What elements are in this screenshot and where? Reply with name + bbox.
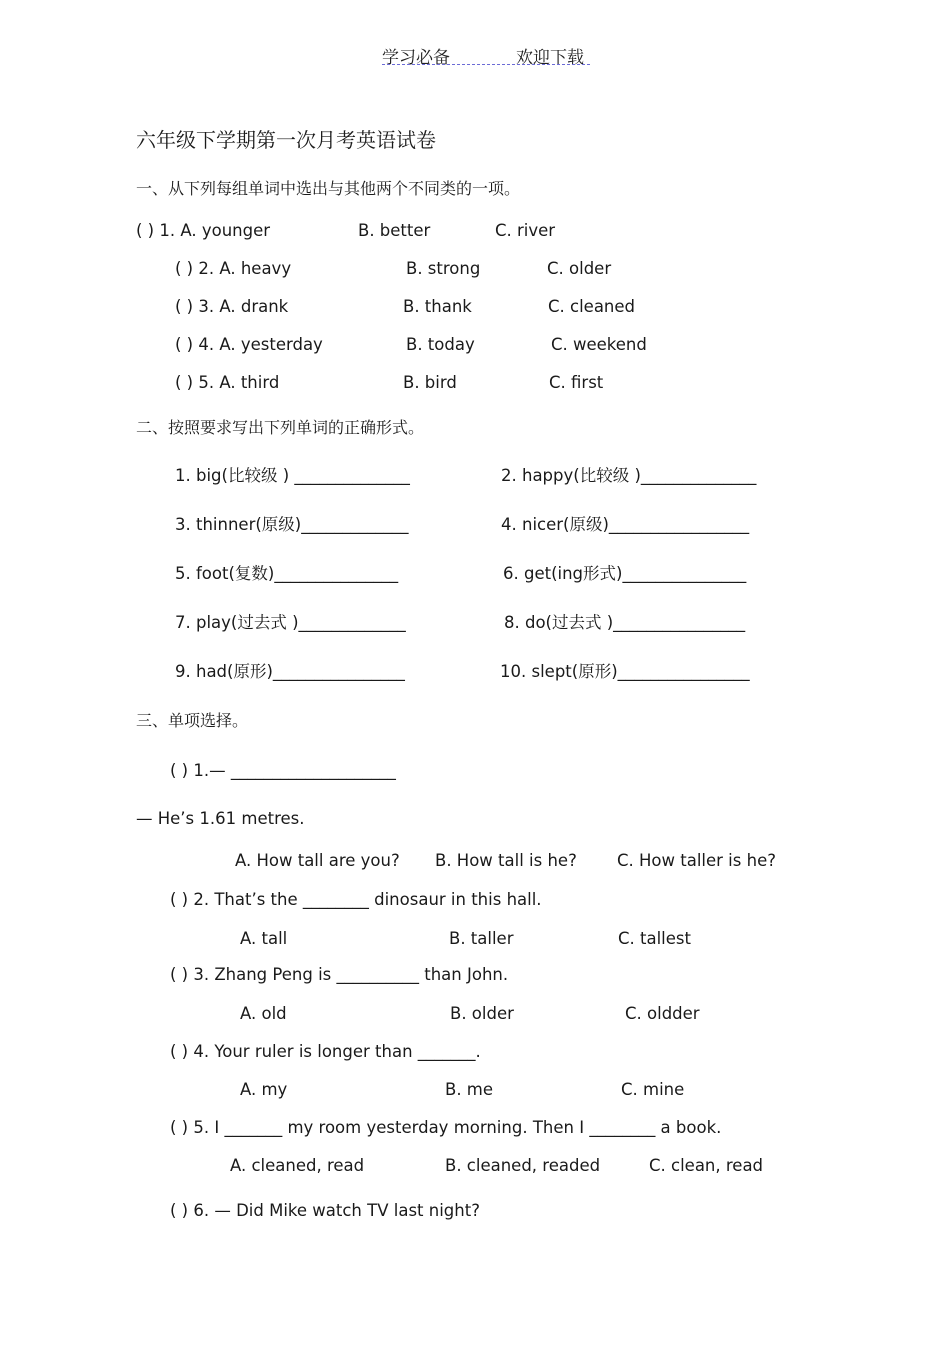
s3-q3: ( ) 3. Zhang Peng is __________ than John. [170,965,509,984]
header-underline [382,64,590,65]
s1-q4-a: ( ) 4. A. yesterday [175,335,323,354]
s3-q1: ( ) 1.— ____________________ [170,761,396,780]
section1-heading: 一、从下列每组单词中选出与其他两个不同类的一项。 [136,179,521,198]
section2-heading: 二、按照要求写出下列单词的正确形式。 [136,418,425,437]
s3-q3-opt-b: B. older [450,1004,514,1023]
s1-q2-b: B. strong [406,259,481,278]
s1-q3-a: ( ) 3. A. drank [175,297,289,316]
s3-q4-opt-b: B. me [445,1080,494,1099]
s1-q5-b: B. bird [403,373,457,392]
s2-item6: 6. get(ing形式)_______________ [503,564,747,583]
s3-q4-opt-a: A. my [240,1080,288,1099]
s2-item2: 2. happy(比较级 )______________ [501,466,757,485]
s1-q3-c: C. cleaned [548,297,636,316]
s1-q3-b: B. thank [403,297,472,316]
s1-q1-a: ( ) 1. A. younger [136,221,271,240]
s3-q1-opt-a: A. How tall are you? [235,851,400,870]
s3-q5-opt-c: C. clean, read [649,1156,764,1175]
exam-title: 六年级下学期第一次月考英语试卷 [136,128,436,152]
s3-q2-opt-b: B. taller [449,929,514,948]
header-left: 学习必备 [382,48,450,68]
s3-q1-opt-b: B. How tall is he? [435,851,577,870]
s2-item3: 3. thinner(原级)_____________ [175,515,409,534]
s3-q5-opt-b: B. cleaned, readed [445,1156,601,1175]
s3-q5: ( ) 5. I _______ my room yesterday morning. Then I ________ a book. [170,1118,722,1137]
s3-q3-opt-a: A. old [240,1004,287,1023]
s3-q6: ( ) 6. — Did Mike watch TV last night? [170,1201,480,1220]
s3-q2: ( ) 2. That’s the ________ dinosaur in this hall. [170,890,542,909]
s3-q3-opt-c: C. oldder [625,1004,700,1023]
s1-q2-c: C. older [547,259,612,278]
s3-q4-opt-c: C. mine [621,1080,685,1099]
s3-q1-answer: — He’s 1.61 metres. [136,809,305,828]
s2-item5: 5. foot(复数)_______________ [175,564,399,583]
s2-item1: 1. big(比较级 ) ______________ [175,466,410,485]
s1-q5-c: C. first [549,373,604,392]
s2-item4: 4. nicer(原级)_________________ [501,515,750,534]
s2-item10: 10. slept(原形)________________ [500,662,750,681]
s1-q1-b: B. better [358,221,431,240]
s3-q1-opt-c: C. How taller is he? [617,851,776,870]
s1-q2-a: ( ) 2. A. heavy [175,259,292,278]
s3-q4: ( ) 4. Your ruler is longer than _______. [170,1042,481,1061]
s1-q1-c: C. river [495,221,556,240]
s2-item9: 9. had(原形)________________ [175,662,405,681]
s3-q2-opt-a: A. tall [240,929,288,948]
s3-q5-opt-a: A. cleaned, read [230,1156,365,1175]
s2-item7: 7. play(过去式 )_____________ [175,613,406,632]
s1-q4-b: B. today [406,335,475,354]
s1-q5-a: ( ) 5. A. third [175,373,280,392]
s1-q4-c: C. weekend [551,335,647,354]
s3-q2-opt-c: C. tallest [618,929,691,948]
header-right: 欢迎下载 [516,48,584,68]
s2-item8: 8. do(过去式 )________________ [504,613,746,632]
section3-heading: 三、单项选择。 [136,711,249,730]
